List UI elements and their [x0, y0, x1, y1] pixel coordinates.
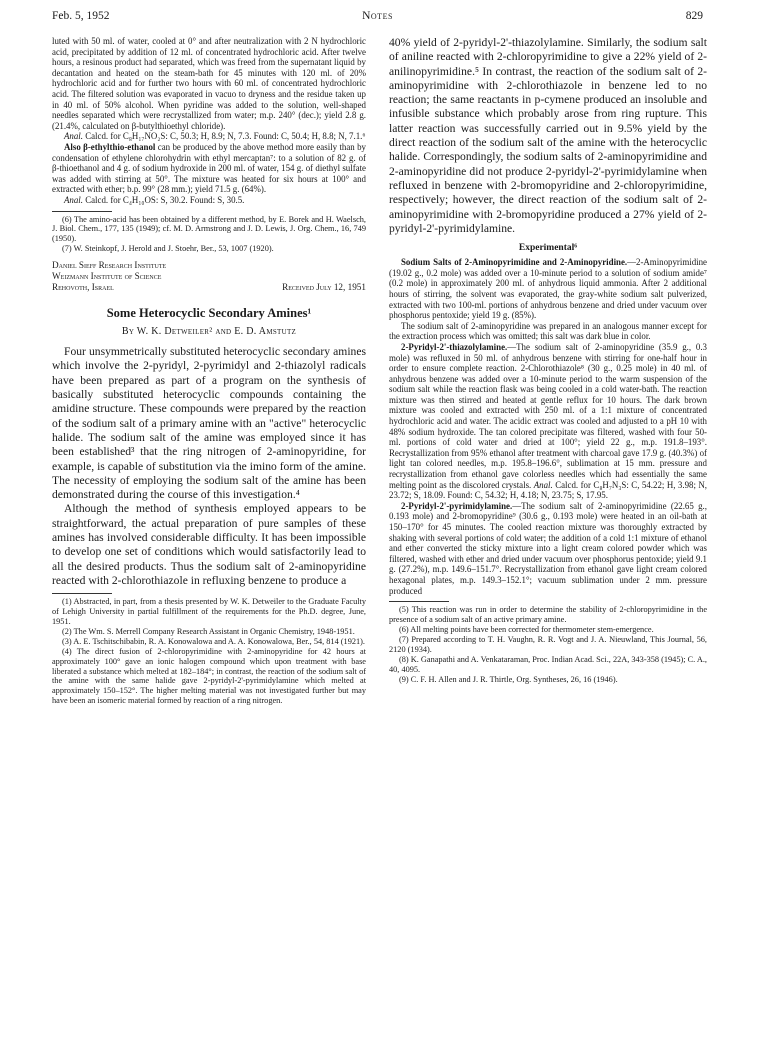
- institution-block: [52, 260, 366, 293]
- paragraph: 40% yield of 2-pyridyl-2'-thiazolylamine. Similarly, the sodium salt of aniline reacted with 2-chloropyrimidine to give a 22% yield of 2-anilinopyrimidine.⁵ In contrast, the reaction of the sodium salt of 2-aminopyrimidine with 2-chlorothiazole in benzene led to no reaction; the same reactants in p-cymene produced an insoluble and infusible substance which probably arose from ring rupture. This latter reaction was successfully carried out in 9.5% yield by the direct reaction of the sodium salt of the amine with the heterocyclic halide. Correspondingly, the sodium salts of 2-aminopyrimidine and 2-aminopyridine did not produce 2-pyridyl-2'-pyrimidylamine when refluxed in benzene with 2-bromopyridine and 2-chloropyrimidine, respectively; however, the direct reaction of the sodium salt of 2-aminopyrimidine with 2-bromopyridine produced a 27% yield of 2-pyridyl-2'-pyrimidylamine.: [389, 36, 707, 235]
- issue-date: Feb. 5, 1952: [52, 10, 110, 22]
- paragraph: 2-Pyridyl-2'-thiazolylamine.—The sodium salt of 2-aminopyridine (35.9 g., 0.3 mole) was refluxed in 50 ml. of anhydrous benzene with stirring for one-half hour in order to ensure complete reaction. 2-Chlorothiazole⁸ (30 g., 0.25 mole) in 40 ml. of anhydrous benzene was added over a 10-minute period to the warm suspension of the sodium salt while the reaction flask was being cooled in a cold water-bath. The reaction mixture was then stirred and heated at gentle reflux for 10 hours. The dark brown mixture was cooled and extracted with 250 ml. of a 1:1 mixture of concentrated hydrochloric acid and water. The acidic extract was cooled and adjusted to a pH 10 with 48% sodium hydroxide. The tan colored precipitate was filtered, washed with four 50-ml. portions of cold water and dried at 100°; yield 22 g., m.p. 191.8–193°. Recrystallization from 95% ethanol after treatment with charcoal gave 17.9 g. (40.3%) of light tan colored needles, m.p. 195.8–196.6°, sublimation at 15 mm. pressure and recrystallization from ethanol gave colorless needles which had essentially the same melting point as the discolored crystals. Anal. Calcd. for C₈H₇N₃S: C, 54.22; H, 3.98; N, 23.72; S, 18.09. Found: C, 54.32; H, 4.18; N, 23.75; S, 17.95.: [389, 341, 708, 501]
- footnote-rule: [389, 601, 449, 602]
- footnotes-bottom: [52, 597, 366, 706]
- footnote: (8) K. Ganapathi and A. Venkataraman, Proc. Indian Acad. Sci., 22A, 343-358 (1945); C. A., 40, 4095.: [389, 654, 707, 674]
- section-heading: Experimental⁶: [518, 243, 578, 254]
- institution-line: Daniel Sieff Research Institute: [52, 260, 167, 271]
- footnote-rule: [52, 211, 112, 212]
- institution-line: Weizmann Institute of Science: [52, 271, 162, 282]
- page-number: 829: [685, 10, 703, 22]
- footnote: (3) A. E. Tschitschibabin, R. A. Konowalowa and A. A. Konowalowa, Ber., 54, 814 (1921).: [62, 636, 365, 646]
- footnote: (4) The direct fusion of 2-chloropyrimidine with 2-aminopyridine for 42 hours at approximately 100° gave an ionic halogen compound which upon treatment with base liberated a substance which melted at 182–184°; in contrast, the reaction of the sodium salt of the amine with the same halide gave 2-pyridyl-2'-pyrimidylamine which melted at approximately 150–152°. The higher melting material was not investigated further but may have been an isomeric material formed by reaction of a ring nitrogen.: [52, 646, 366, 706]
- paragraph: luted with 50 ml. of water, cooled at 0° and after neutralization with 2 N hydrochloric acid, precipitated by addition of 12 ml. of concentrated hydrochloric acid. After twelve hours, a resinous product had separated, which was freed from the supernatant liquid by decantation and heated on the steam-bath for 45 minutes with 120 ml. of 20% hydrochloric acid and for further two hours with 60 ml. of concentrated hydrochloric acid. The filtered solution was evaporated in vacuo to dryness and the residue taken up in 40 ml. of 50% alcohol. When pyridine was added to the solution, well-shaped needles separated which were recrystallized from water; m.p. 240° (dec.); yield 2.8 g. (21.4%, calculated on β-butylthioethyl chloride).: [52, 36, 366, 131]
- byline: By W. K. Detweiler² and E. D. Amstutz: [121, 326, 297, 338]
- institution-line: Rehovoth, Israel: [52, 282, 114, 293]
- footnote: (2) The Wm. S. Merrell Company Research Assistant in Organic Chemistry, 1948-1951.: [62, 626, 355, 636]
- paragraph: Also β-ethylthio-ethanol can be produced by the above method more easily than by condensation of ethylene chlorohydrin with ethyl mercaptan⁷: to a solution of 82 g. of β-thioethanol and 4 g. of sodium hydroxide in 200 ml. of water, 154 g. of diethyl sulfate was added with stirring at 50°. The mixture was heated for six hours at 100° and extracted with ether; b.p. 99° (28 mm.); yield 71.5 g. (64%).: [52, 141, 366, 195]
- analysis-line: Anal. Calcd. for C₈H₁₇NO₂S: C, 50.3; H, 8.9; N, 7.3. Found: C, 50.4; H, 8.8; N, 7.1.⁶: [64, 131, 366, 142]
- footnotes-right: [389, 605, 707, 684]
- article-title: Some Heterocyclic Secondary Amines¹: [106, 306, 312, 321]
- running-header: [52, 10, 703, 28]
- right-column: [389, 36, 707, 684]
- footnote: (1) Abstracted, in part, from a thesis presented by W. K. Detweiler to the Graduate Faculty of Lehigh University in partial fulfillment of the requirements for the Ph.D. degree, June, 1951.: [52, 597, 366, 626]
- footnotes-top: [52, 215, 366, 255]
- paragraph: Although the method of synthesis employed appears to be straightforward, the actual preparation of pure samples of these amines has involved considerable difficulty. It has been impossible to develop one set of conditions which would satisfactorily lead to all the desired products. Thus the sodium salt of 2-aminopyridine reacted with 2-chlorothiazole in refluxing benzene to produce a: [52, 502, 366, 587]
- footnote: (7) Prepared according to T. H. Vaughn, R. R. Vogt and J. A. Nieuwland, This Journal, 56, 2120 (1934).: [389, 634, 707, 654]
- paragraph: Sodium Salts of 2-Aminopyrimidine and 2-Aminopyridine.—2-Aminopyrimidine (19.02 g., 0.2 mole) was added over a 10-minute period to a solution of sodium amide⁷ (0.2 mole) in approximately 200 ml. of anhydrous liquid ammonia. After 2 additional hours of stirring, the solvent was evaporated, the gray-white sodium salt pulverized, extracted with two 100-ml. portions of anhydrous benzene and dried under vacuum over phosphorus pentoxide; yield 19 g. (85%).: [389, 257, 707, 321]
- left-column: [52, 36, 366, 706]
- section-name: Notes: [362, 10, 393, 22]
- analysis-line: Anal. Calcd. for C₄H₁₀OS: S, 30.2. Found: S, 30.5.: [64, 194, 245, 205]
- footnote: (7) W. Steinkopf, J. Herold and J. Stoehr, Ber., 53, 1007 (1920).: [62, 244, 274, 254]
- paragraph: The sodium salt of 2-aminopyridine was prepared in an analogous manner except for the extraction process which was omitted; this salt was dark blue in color.: [389, 320, 707, 342]
- received-date: Received July 12, 1951: [282, 282, 366, 293]
- footnote-rule: [52, 593, 112, 594]
- footnote: (9) C. F. H. Allen and J. R. Thirtle, Org. Syntheses, 26, 16 (1946).: [399, 674, 618, 684]
- paragraph: Four unsymmetrically substituted heterocyclic secondary amines which involve the 2-pyridyl, 2-pyrimidyl and 2-thiazolyl radicals have been prepared as part of a program on the synthesis of basically substituted heterocyclic compounds containing the amidine structure. These compounds were prepared by the reaction of the sodium salt of a primary amine with an "active" heterocyclic halide. The sodium salt of the amine was employed since it has been established³ that the ring nitrogen of 2-aminopyridine, for example, is capable of substitution via the imino form of the amine. The necessity of employing the sodium salt of the amine has been demonstrated during the course of this investigation.⁴: [52, 345, 366, 502]
- footnote: (6) The amino-acid has been obtained by a different method, by E. Borek and H. Waelsch, J. Biol. Chem., 177, 135 (1949); cf. M. D. Armstrong and J. D. Lewis, J. Org. Chem., 16, 749 (1950).: [52, 214, 366, 244]
- paragraph: 2-Pyridyl-2'-pyrimidylamine.—The sodium salt of 2-aminopyrimidine (22.65 g., 0.193 mole) and 2-bromopyridine⁹ (30.6 g., 0.193 mole) were heated in an oil-bath at 150–170° for 45 minutes. The cooled reaction mixture was thoroughly extracted by shaking with several portions of cold water; the addition of a cold 1:1 mixture of ethanol and ether converted the sticky mixture into a light cream colored powder which was filtered, washed with ether and dried under vacuum over phosphorus pentoxide; yield 9.1 g. (27.2%), m.p. 149.6–151.7°. Recrystallization from ethanol gave light cream colored hexagonal plates, m.p. 149.3–152.1°; vacuum sublimation under 2 mm. pressure produced: [389, 500, 707, 596]
- footnote: (5) This reaction was run in order to determine the stability of 2-chloropyrimidine in the presence of a sodium salt of an active primary amine.: [389, 605, 707, 625]
- footnote: (6) All melting points have been corrected for thermometer stem-emergence.: [399, 624, 654, 634]
